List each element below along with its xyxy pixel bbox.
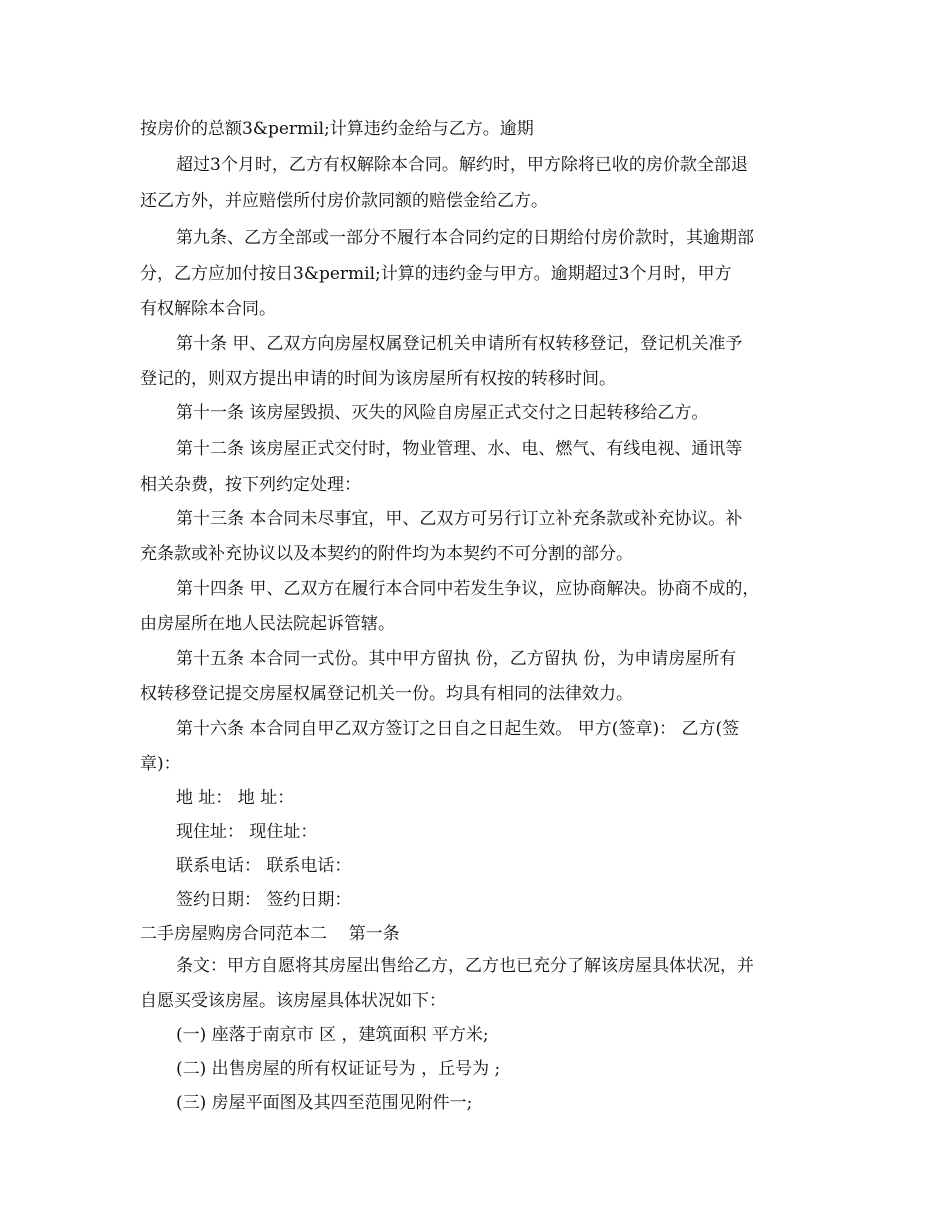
text-line: 第十二条 该房屋正式交付时，物业管理、水、电、燃气、有线电视、通讯等	[176, 439, 743, 459]
text-line: 超过3个月时，乙方有权解除本合同。解约时，甲方除将已收的房价款全部退	[176, 155, 748, 175]
text-line: 相关杂费，按下列约定处理：	[140, 475, 361, 495]
text-line: (二) 出售房屋的所有权证证号为 ，丘号为 ;	[176, 1059, 501, 1079]
text-line: 分，乙方应加付按日3&permil;计算的违约金与甲方。逾期超过3个月时，甲方	[140, 264, 732, 284]
text-line: 章)：	[140, 754, 181, 774]
text-line: 自愿买受该房屋。该房屋具体状况如下：	[140, 991, 446, 1011]
text-line: 地 址： 地 址：	[176, 788, 295, 808]
text-line: 签约日期： 签约日期：	[176, 890, 352, 910]
text-line: 第十五条 本合同一式份。其中甲方留执 份，乙方留执 份，为申请房屋所有	[176, 649, 737, 669]
text-line: 第十三条 本合同未尽事宜，甲、乙双方可另行订立补充条款或补充协议。补	[176, 509, 743, 529]
text-line: 还乙方外，并应赔偿所付房价款同额的赔偿金给乙方。	[140, 191, 548, 211]
text-line: 充条款或补充协议以及本契约的附件均为本契约不可分割的部分。	[140, 544, 633, 564]
text-line: 由房屋所在地人民法院起诉管辖。	[140, 614, 395, 634]
text-line: 有权解除本合同。	[140, 299, 276, 319]
text-line: 第九条、乙方全部或一部分不履行本合同约定的日期给付房价款时，其逾期部	[176, 228, 754, 248]
section-heading: 二手房屋购房合同范本二 第一条	[140, 924, 400, 944]
text-line: (一) 座落于南京市 区 ，建筑面积 平方米;	[176, 1025, 489, 1045]
text-line: 按房价的总额3&permil;计算违约金给与乙方。逾期	[140, 119, 534, 139]
text-line: 第十四条 甲、乙双方在履行本合同中若发生争议，应协商解决。协商不成的，	[176, 579, 760, 599]
text-line: 现住址： 现住址：	[176, 822, 318, 842]
text-line: (三) 房屋平面图及其四至范围见附件一;	[176, 1093, 473, 1113]
text-line: 条文：甲方自愿将其房屋出售给乙方，乙方也已充分了解该房屋具体状况，并	[176, 956, 754, 976]
text-line: 联系电话： 联系电话：	[176, 856, 352, 876]
text-line: 第十条 甲、乙双方向房屋权属登记机关申请所有权转移登记，登记机关准予	[176, 334, 743, 354]
text-line: 第十一条 该房屋毁损、灭失的风险自房屋正式交付之日起转移给乙方。	[176, 403, 709, 423]
text-line: 登记的，则双方提出申请的时间为该房屋所有权按的转移时间。	[140, 369, 616, 389]
text-line: 权转移登记提交房屋权属登记机关一份。均具有相同的法律效力。	[140, 684, 633, 704]
text-line: 第十六条 本合同自甲乙双方签订之日自之日起生效。 甲方(签章)： 乙方(签	[176, 719, 740, 739]
